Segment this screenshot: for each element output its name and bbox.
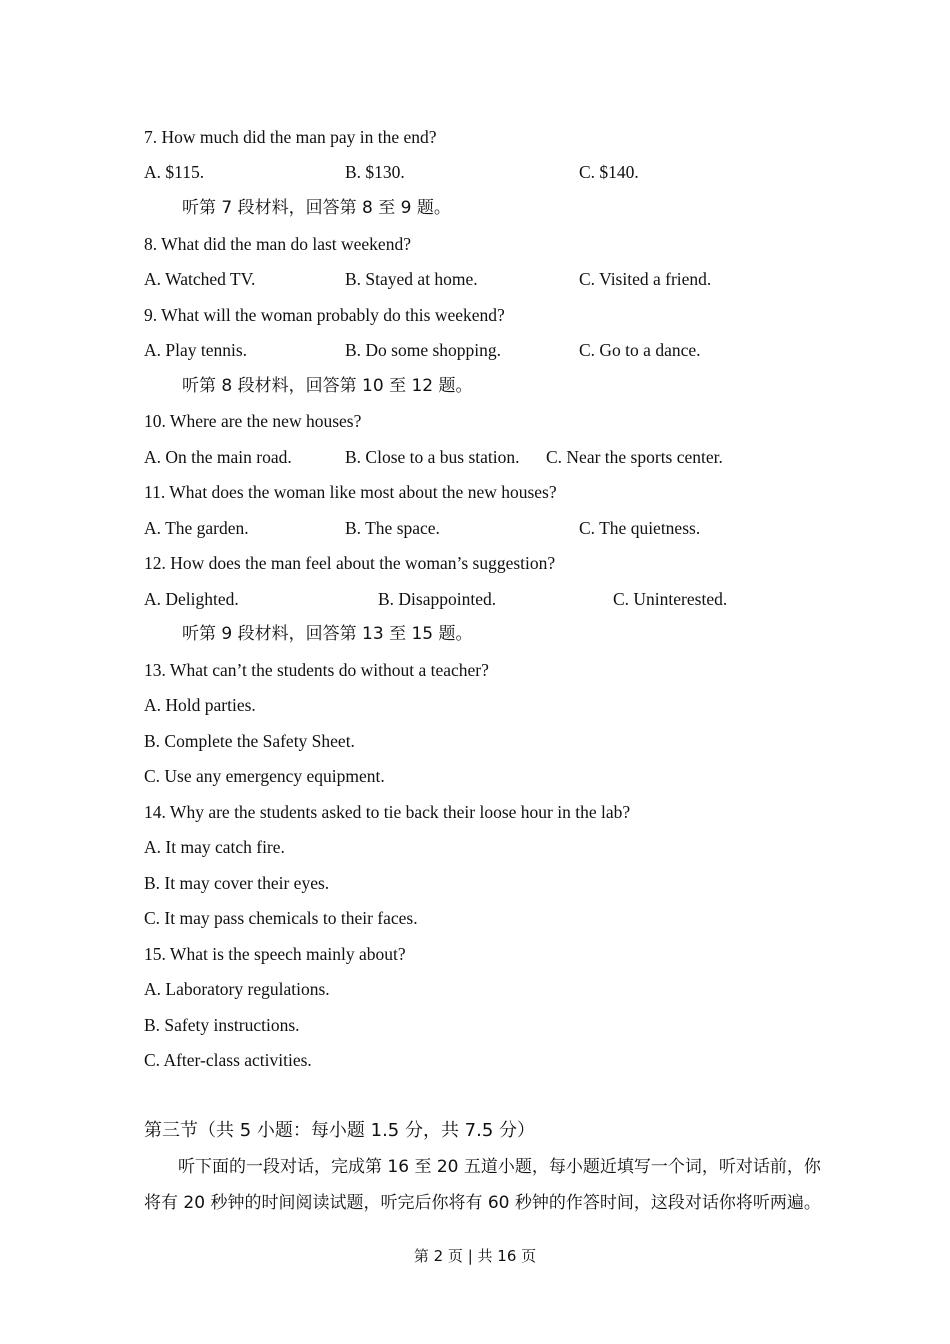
section-3-instruction-line-1: 听下面的一段对话，完成第 16 至 20 五道小题，每小题近填写一个词，听对话前，你 bbox=[178, 1157, 821, 1177]
question-8: 8. What did the man do last weekend? bbox=[144, 234, 411, 254]
q12-option-c: C. Uninterested. bbox=[613, 589, 728, 609]
q7-option-a: A. $115. bbox=[144, 162, 205, 182]
q10-option-a: A. On the main road. bbox=[144, 447, 292, 467]
question-13: 13. What can’t the students do without a teacher? bbox=[144, 660, 489, 680]
question-11: 11. What does the woman like most about the new houses? bbox=[144, 482, 557, 502]
q12-option-a: A. Delighted. bbox=[144, 589, 239, 609]
q14-option-b: B. It may cover their eyes. bbox=[144, 873, 330, 893]
q15-option-c: C. After-class activities. bbox=[144, 1050, 312, 1070]
question-15: 15. What is the speech mainly about? bbox=[144, 944, 406, 964]
q8-option-b: B. Stayed at home. bbox=[345, 269, 478, 289]
q15-option-a: A. Laboratory regulations. bbox=[144, 979, 330, 999]
q14-option-c: C. It may pass chemicals to their faces. bbox=[144, 908, 418, 928]
q11-option-a: A. The garden. bbox=[144, 518, 249, 538]
q15-option-b: B. Safety instructions. bbox=[144, 1015, 300, 1035]
q13-option-c: C. Use any emergency equipment. bbox=[144, 766, 385, 786]
q13-option-b: B. Complete the Safety Sheet. bbox=[144, 731, 355, 751]
q7-option-c: C. $140. bbox=[579, 162, 639, 182]
section-direction-7: 听第 7 段材料，回答第 8 至 9 题。 bbox=[182, 198, 451, 218]
q8-option-c: C. Visited a friend. bbox=[579, 269, 712, 289]
q10-option-c: C. Near the sports center. bbox=[546, 447, 723, 467]
q8-option-a: A. Watched TV. bbox=[144, 269, 256, 289]
q7-option-b: B. $130. bbox=[345, 162, 405, 182]
q13-option-a: A. Hold parties. bbox=[144, 695, 256, 715]
question-7: 7. How much did the man pay in the end? bbox=[144, 127, 437, 147]
question-10: 10. Where are the new houses? bbox=[144, 411, 362, 431]
question-14: 14. Why are the students asked to tie back their loose hour in the lab? bbox=[144, 802, 631, 822]
q11-option-b: B. The space. bbox=[345, 518, 440, 538]
section-direction-9: 听第 9 段材料，回答第 13 至 15 题。 bbox=[182, 624, 473, 644]
q14-option-a: A. It may catch fire. bbox=[144, 837, 285, 857]
q10-option-b: B. Close to a bus station. bbox=[345, 447, 520, 467]
q9-option-c: C. Go to a dance. bbox=[579, 340, 701, 360]
question-9: 9. What will the woman probably do this weekend? bbox=[144, 305, 505, 325]
q9-option-b: B. Do some shopping. bbox=[345, 340, 502, 360]
page-footer: 第 2 页 | 共 16 页 bbox=[413, 1247, 537, 1265]
section-3-instruction-line-2: 将有 20 秒钟的时间阅读试题，听完后你将有 60 秒钟的作答时间，这段对话你将听两遍。 bbox=[144, 1193, 821, 1213]
section-direction-8: 听第 8 段材料，回答第 10 至 12 题。 bbox=[182, 376, 473, 396]
section-3-heading: 第三节（共 5 小题：每小题 1.5 分，共 7.5 分） bbox=[144, 1120, 536, 1141]
q9-option-a: A. Play tennis. bbox=[144, 340, 248, 360]
q12-option-b: B. Disappointed. bbox=[378, 589, 497, 609]
question-12: 12. How does the man feel about the woman’s suggestion? bbox=[144, 553, 556, 573]
q11-option-c: C. The quietness. bbox=[579, 518, 701, 538]
